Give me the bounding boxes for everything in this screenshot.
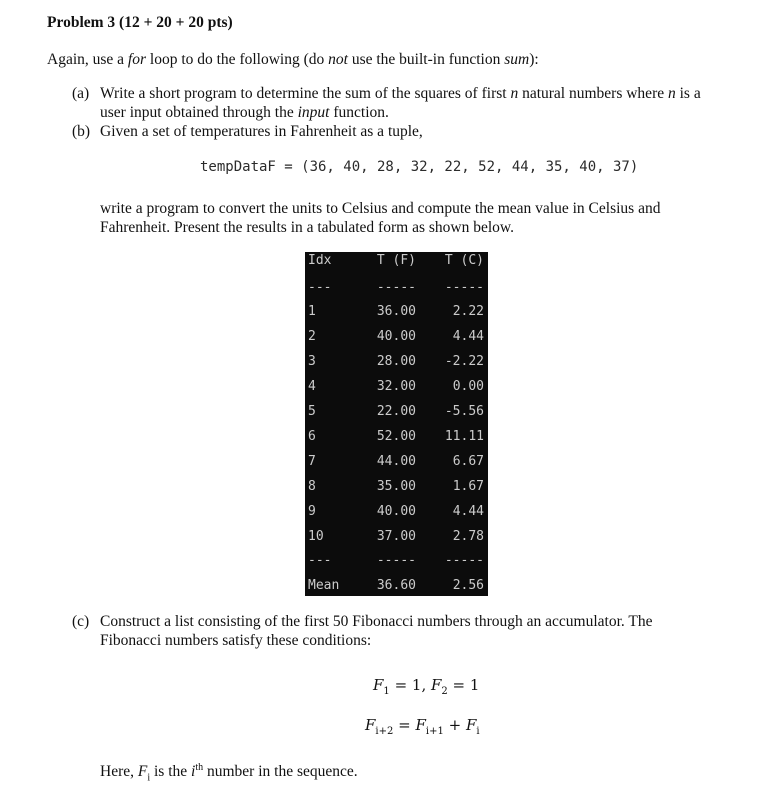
fahrenheit-cell: -----: [376, 280, 416, 295]
part-c-footer: [100, 758, 358, 787]
celsius-cell: -----: [444, 280, 484, 295]
eq-f: F: [415, 716, 426, 734]
idx-cell: 1: [308, 304, 316, 319]
eq-text: +: [443, 716, 466, 734]
intro-not: not: [328, 51, 348, 68]
part-a-text-4: user input obtained through the: [100, 104, 298, 121]
celsius-cell: -----: [444, 553, 484, 568]
fahrenheit-cell: 36.60: [376, 578, 416, 593]
idx-cell: 3: [308, 354, 316, 369]
idx-cell: ---: [308, 553, 332, 568]
output-table: [305, 252, 488, 596]
part-a-line1: [100, 84, 701, 103]
footer-text: is the: [150, 763, 192, 781]
equation-recurrence: [365, 716, 480, 737]
input-fn: input: [297, 104, 330, 121]
idx-cell: 10: [308, 529, 324, 544]
fahrenheit-cell: 37.00: [376, 529, 416, 544]
part-a-text-1: Write a short program to determine the sum of the squares of first: [100, 85, 511, 102]
eq-sub: i+2: [375, 726, 394, 737]
idx-cell: ---: [308, 280, 332, 295]
idx-cell: Idx: [308, 253, 332, 268]
part-b-label: (b): [72, 123, 91, 140]
intro-for: for: [127, 51, 147, 68]
idx-cell: 4: [308, 379, 316, 394]
part-c-label: (c): [72, 613, 90, 630]
celsius-cell: 11.11: [444, 429, 484, 444]
fahrenheit-cell: -----: [376, 553, 416, 568]
fahrenheit-cell: 40.00: [376, 329, 416, 344]
intro-text-2: loop to do the following (do: [146, 51, 329, 68]
eq-sub: i+1: [425, 726, 444, 737]
footer-sup: th: [195, 762, 204, 773]
idx-cell: 8: [308, 479, 316, 494]
celsius-cell: 2.78: [452, 529, 484, 544]
celsius-cell: -2.22: [444, 354, 484, 369]
footer-sub: i: [147, 772, 151, 784]
part-a-text-5: function.: [329, 104, 389, 121]
part-b-line3: Fahrenheit. Present the results in a tabulated form as shown below.: [100, 219, 514, 236]
footer-text: number in the sequence.: [203, 763, 358, 781]
part-a-line2: [100, 103, 389, 122]
part-a-text-3: is a: [675, 85, 701, 102]
celsius-cell: 2.56: [452, 578, 484, 593]
celsius-cell: 0.00: [452, 379, 484, 394]
celsius-cell: 6.67: [452, 454, 484, 469]
celsius-cell: 4.44: [452, 329, 484, 344]
part-b-line2: write a program to convert the units to Celsius and compute the mean value in Celsius and: [100, 200, 661, 217]
idx-cell: Mean: [308, 578, 340, 593]
celsius-cell: 2.22: [452, 304, 484, 319]
fahrenheit-cell: 52.00: [376, 429, 416, 444]
celsius-cell: -5.56: [444, 404, 484, 419]
eq-sub: i: [476, 726, 480, 737]
var-n: n: [667, 85, 676, 102]
footer-i: i: [191, 763, 196, 781]
fahrenheit-cell: 28.00: [376, 354, 416, 369]
footer-f: F: [137, 763, 148, 781]
intro-sum: sum: [504, 51, 530, 68]
problem-intro: [47, 50, 539, 69]
part-c-line1: Construct a list consisting of the first 50 Fibonacci numbers through an accumulator. The: [100, 613, 653, 630]
celsius-cell: 4.44: [452, 504, 484, 519]
fahrenheit-cell: 36.00: [376, 304, 416, 319]
intro-text-3: use the built-in function: [347, 51, 505, 68]
idx-cell: 9: [308, 504, 316, 519]
code-tempdataf: tempDataF = (36, 40, 28, 32, 22, 52, 44, 35, 40, 37): [200, 159, 639, 175]
fahrenheit-cell: 40.00: [376, 504, 416, 519]
fahrenheit-cell: 35.00: [376, 479, 416, 494]
idx-cell: 7: [308, 454, 316, 469]
eq-f: F: [365, 716, 376, 734]
eq-sub: 1: [383, 686, 390, 697]
intro-text-1: Again, use a: [47, 51, 128, 68]
idx-cell: 6: [308, 429, 316, 444]
fahrenheit-cell: 32.00: [376, 379, 416, 394]
part-a-text-2: natural numbers where: [518, 85, 668, 102]
eq-text: = 1,: [389, 676, 431, 694]
eq-text: = 1: [447, 676, 480, 694]
eq-text: =: [393, 716, 416, 734]
part-a-label: (a): [72, 85, 90, 102]
var-n: n: [510, 85, 519, 102]
celsius-cell: T (C): [444, 253, 484, 268]
celsius-cell: 1.67: [452, 479, 484, 494]
fahrenheit-cell: T (F): [376, 253, 416, 268]
footer-text: Here,: [100, 763, 138, 781]
intro-text-4: ):: [529, 51, 539, 68]
part-c-line2: Fibonacci numbers satisfy these conditions:: [100, 632, 372, 649]
fahrenheit-cell: 44.00: [376, 454, 416, 469]
part-b-line1: Given a set of temperatures in Fahrenheit as a tuple,: [100, 123, 423, 140]
eq-sub: 2: [441, 686, 448, 697]
eq-f: F: [373, 676, 384, 694]
eq-f: F: [430, 676, 442, 694]
fahrenheit-cell: 22.00: [376, 404, 416, 419]
eq-f: F: [465, 716, 477, 734]
idx-cell: 5: [308, 404, 316, 419]
idx-cell: 2: [308, 329, 316, 344]
problem-title: Problem 3 (12 + 20 + 20 pts): [47, 14, 233, 31]
equation-initial: [373, 676, 479, 697]
